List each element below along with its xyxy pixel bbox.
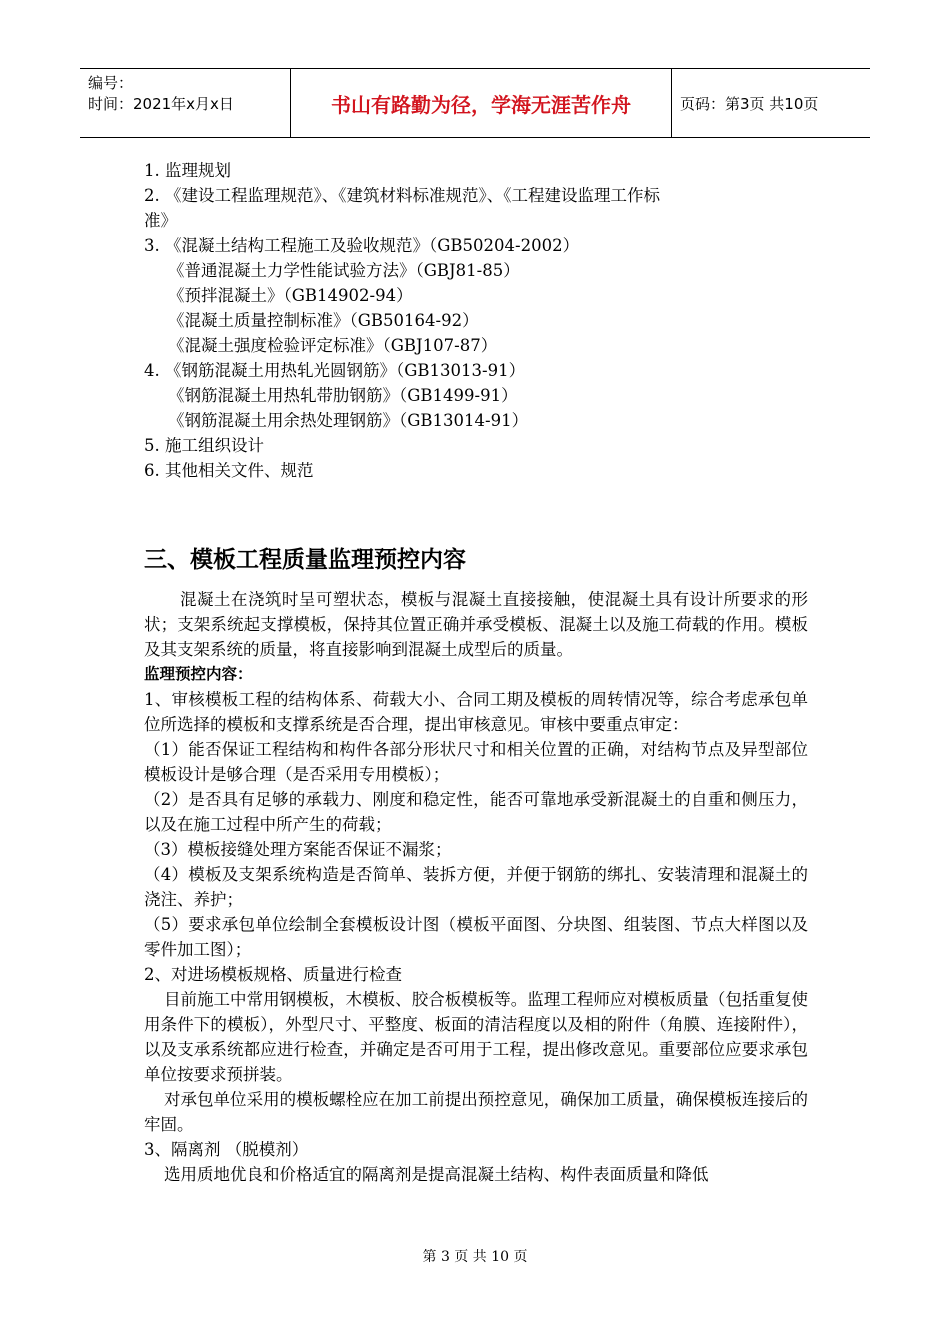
ref-line: 《钢筋混凝土用热轧带肋钢筋》（GB1499-91） <box>168 386 518 405</box>
item-1: 1、审核模板工程的结构体系、荷载大小、合同工期及模板的周转情况等，综合考虑承包单位所选择的模板和支撑系统是否合理，提出审核意见。审核中要重点审定： <box>144 690 808 734</box>
document-body <box>144 158 808 1187</box>
document-time: 时间：2021年x月x日 <box>88 95 234 113</box>
ref-line: 《普通混凝土力学性能试验方法》（GBJ81-85） <box>168 261 520 280</box>
ref-line: 6. 其他相关文件、规范 <box>144 461 314 480</box>
sub-item-2: （2）是否具有足够的承载力、刚度和稳定性，能否可靠地承受新混凝土的自重和侧压力，以及在施工过程中所产生的荷载； <box>144 790 808 834</box>
ref-line: 《预拌混凝土》（GB14902-94） <box>168 286 413 305</box>
ref-line: 2. 《建设工程监理规范》、《建筑材料标准规范》、《工程建设监理工作标 <box>144 186 660 205</box>
item-2-paragraph-b: 对承包单位采用的模板螺栓应在加工前提出预控意见，确保加工质量，确保模板连接后的牢固。 <box>144 1090 808 1134</box>
section-title: 三、模板工程质量监理预控内容 <box>144 547 466 573</box>
header-motto: 书山有路勤为径，学海无涯苦作舟 <box>291 69 672 137</box>
ref-line: 《钢筋混凝土用余热处理钢筋》（GB13014-91） <box>168 411 529 430</box>
item-3: 3、隔离剂 （脱模剂） <box>144 1140 309 1159</box>
item-2: 2、对进场模板规格、质量进行检查 <box>144 965 402 984</box>
sub-item-4: （4）模板及支架系统构造是否简单、装拆方便，并便于钢筋的绑扎、安装清理和混凝土的浇注、养护； <box>144 865 808 909</box>
sub-item-5: （5）要求承包单位绘制全套模板设计图（模板平面图、分块图、组装图、节点大样图以及零件加工图）； <box>144 915 808 959</box>
item-3-paragraph: 选用质地优良和价格适宜的隔离剂是提高混凝土结构、构件表面质量和降低 <box>164 1165 709 1184</box>
ref-line: 1. 监理规划 <box>144 161 231 180</box>
page-header <box>80 68 870 138</box>
ref-line: 《混凝土质量控制标准》（GB50164-92） <box>168 311 479 330</box>
sub-item-3: （3）模板接缝处理方案能否保证不漏浆； <box>144 840 452 859</box>
ref-line: 5. 施工组织设计 <box>144 436 264 455</box>
ref-line: 4. 《钢筋混凝土用热轧光圆钢筋》（GB13013-91） <box>144 361 526 380</box>
sub-item-1: （1）能否保证工程结构和构件各部分形状尺寸和相关位置的正确，对结构节点及异型部位模板设计是够合理（是否采用专用模板）； <box>144 740 808 784</box>
intro-paragraph: 混凝土在浇筑时呈可塑状态，模板与混凝土直接接触，使混凝土具有设计所要求的形状；支架系统起支撑模板，保持其位置正确并承受模板、混凝土以及施工荷载的作用。模板及其支架系统的质量，将直接影响到混凝土成型后的质量。 <box>144 590 808 659</box>
page-footer: 第 3 页 共 10 页 <box>422 1249 528 1265</box>
document-number-label: 编号： <box>88 74 134 92</box>
ref-line: 《混凝土强度检验评定标准》（GBJ107-87） <box>168 336 498 355</box>
ref-line: 3. 《混凝土结构工程施工及验收规范》（GB50204-2002） <box>144 236 580 255</box>
control-label: 监理预控内容： <box>144 665 253 683</box>
ref-line: 准》 <box>144 211 177 230</box>
header-page-info: 页码：第3页 共10页 <box>680 94 819 113</box>
header-meta <box>80 69 291 137</box>
item-2-paragraph-a: 目前施工中常用钢模板，木模板、胶合板模板等。监理工程师应对模板质量（包括重复使用条件下的模板），外型尺寸、平整度、板面的清洁程度以及相的附件（角膜、连接附件），以及支承系统都应进行检查，并确定是否可用于工程，提出修改意见。重要部位应要求承包单位按要求预拼装。 <box>144 990 808 1084</box>
